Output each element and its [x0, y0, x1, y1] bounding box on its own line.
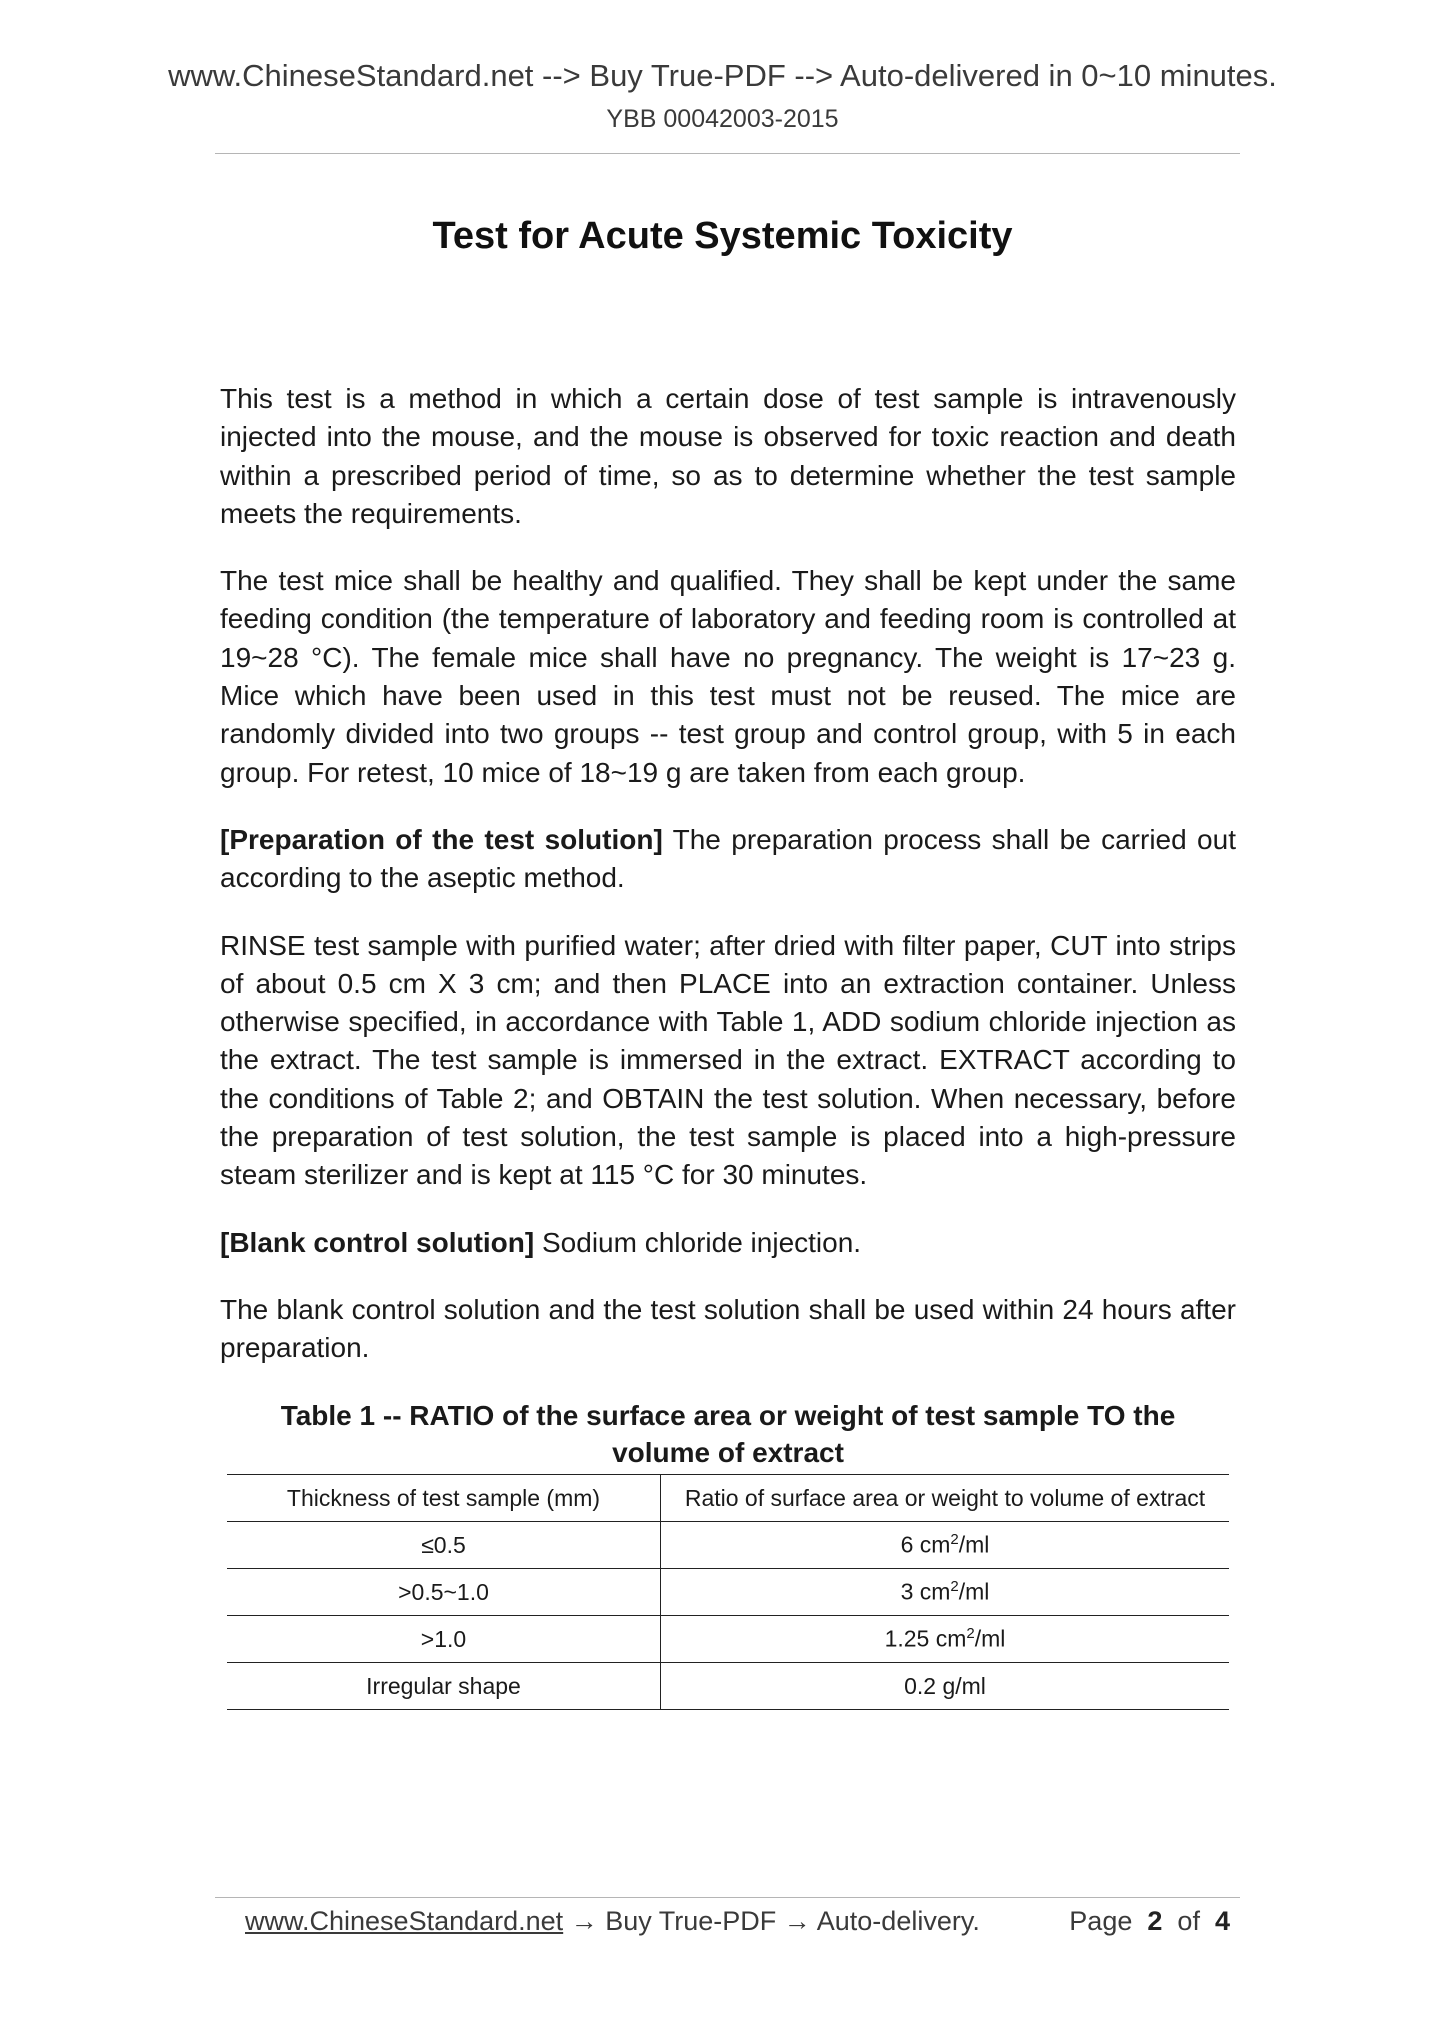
- table1-caption-line1: Table 1 -- RATIO of the surface area or weight of test sample TO the: [280, 1400, 1176, 1431]
- paragraph-usage-window: The blank control solution and the test solution shall be used within 24 hours after preparation.: [220, 1293, 1236, 1364]
- thickness-cell: >0.5~1.0: [227, 1569, 661, 1616]
- thickness-cell: ≤0.5: [227, 1522, 661, 1569]
- page-title: Test for Acute Systemic Toxicity: [432, 215, 1013, 257]
- ratio-cell: 3 $cm^2/ml$: [661, 1569, 1230, 1616]
- arrow-right-icon: →: [563, 1906, 606, 1936]
- footer-divider: [215, 1897, 1240, 1898]
- footer-buy-text: Buy True-PDF: [605, 1906, 777, 1936]
- paragraph-preparation: [220, 821, 1236, 898]
- blank-control-label: [Blank control solution]: [220, 1226, 535, 1258]
- table-row: [227, 1616, 1229, 1663]
- column-header-ratio: Ratio of surface area or weight to volume of extract: [661, 1475, 1230, 1522]
- ratio-cell: 0.2 g/ml: [661, 1663, 1230, 1710]
- preparation-label: [Preparation of the test solution]: [220, 823, 663, 855]
- paragraph-test-mice: The test mice shall be healthy and qualified. They shall be kept under the same feeding condition (the temperature of laboratory and feeding room is controlled at 19~28 °C). The female mice shall have no pregnancy. The weight is 17~23 g. Mice which have been used in this test must not be reused. The mice are randomly divided into two groups -- test group and control group, with 5 in each group. For retest, 10 mice of 18~19 g are taken from each group.: [220, 565, 1236, 788]
- table1-caption: [220, 1397, 1236, 1471]
- table-row: [227, 1522, 1229, 1569]
- body-text: [220, 380, 1236, 1397]
- header-site-line: www.ChineseStandard.net --> Buy True-PDF --> Auto-delivered in 0~10 minutes.: [168, 58, 1277, 93]
- page-total: 4: [1214, 1906, 1230, 1936]
- ratio-table: [227, 1474, 1229, 1710]
- ratio-cell: 6 $cm^2/ml$: [661, 1522, 1230, 1569]
- page-number: Page 2 of 4: [1069, 1906, 1230, 1936]
- paragraph-blank-control: [220, 1224, 1236, 1262]
- blank-control-text: Sodium chloride injection.: [534, 1226, 862, 1258]
- thickness-cell: Irregular shape: [227, 1663, 661, 1710]
- table-row: [227, 1569, 1229, 1616]
- ratio-cell: 1.25 $cm^2/ml$: [661, 1616, 1230, 1663]
- column-header-thickness: Thickness of test sample (mm): [227, 1475, 661, 1522]
- table1-caption-line2: volume of extract: [612, 1437, 844, 1468]
- preparation-text: The preparation process shall be carried out according to the aseptic method.: [220, 823, 1236, 894]
- page-current: 2: [1147, 1906, 1163, 1936]
- arrow-right-icon: →: [776, 1906, 817, 1936]
- thickness-cell: >1.0: [227, 1616, 661, 1663]
- footer-site-link[interactable]: www.ChineseStandard.net: [245, 1906, 564, 1936]
- table-row: [227, 1663, 1229, 1710]
- footer-delivery-text: Auto-delivery.: [816, 1906, 980, 1936]
- header-standard-code: YBB 00042003-2015: [606, 105, 839, 133]
- paragraph-rinse-procedure: RINSE test sample with purified water; after dried with filter paper, CUT into strips of about 0.5 cm X 3 cm; and then PLACE into an extraction container. Unless otherwise specified, in accordance with Table 1, ADD sodium chloride injection as the extract. The test sample is immersed in the extract. EXTRACT according to the conditions of Table 2; and OBTAIN the test solution. When necessary, before the preparation of test solution, the test sample is placed into a high-pressure steam sterilizer and is kept at 115 °C for 30 minutes.: [220, 929, 1236, 1191]
- header-divider: [215, 153, 1240, 154]
- paragraph-intro: This test is a method in which a certain dose of test sample is intravenously injected into the mouse, and the mouse is observed for toxic reaction and death within a prescribed period of time, so as to determine whether the test sample meets the requirements.: [220, 383, 1236, 529]
- footer: [245, 1906, 1230, 1937]
- table-header-row: [227, 1475, 1229, 1522]
